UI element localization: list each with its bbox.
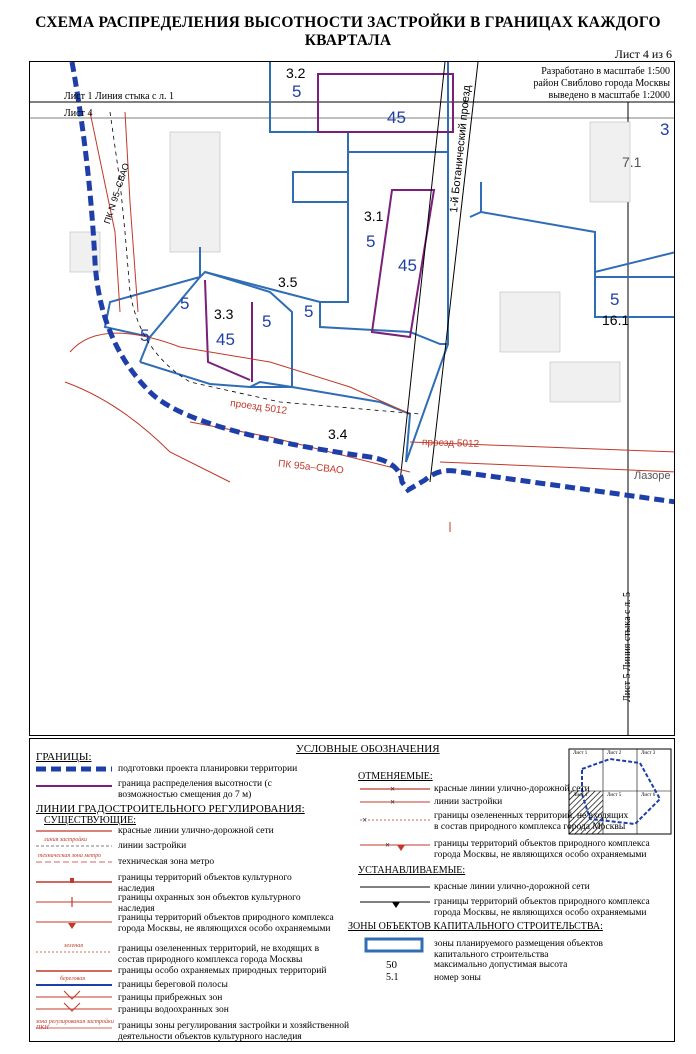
zone-height: 45 <box>216 330 235 349</box>
key-sheet-label: Лист 4 <box>573 793 588 798</box>
project-boundary <box>72 62 675 502</box>
legend-item: границы зоны регулирования застройки и хозяйственной деятельности объектов культурного наследия <box>118 1021 350 1042</box>
key-sheet-label: Лист 5 <box>607 793 622 798</box>
background-buildings <box>70 122 630 402</box>
legend-boundaries-head: ГРАНИЦЫ: <box>36 751 92 763</box>
legend-item: границы особо охраняемых природных территорий <box>118 966 327 976</box>
legend-item: границы озелененных территорий, не входящих в состав природного комплекса города Москвы <box>118 944 320 965</box>
key-sheet-label: Лист 3 <box>641 751 656 756</box>
sheet-number: Лист 4 из 6 <box>614 47 672 61</box>
legend-item: границы озелененных территорий, не входящих в состав природного комплекса города Москвы <box>434 811 629 832</box>
legend-symbol-label: зеленая <box>64 943 84 949</box>
zone-height: 45 <box>398 256 417 275</box>
legend-height-sample: 50 <box>386 959 397 971</box>
legend-item: линии застройки <box>434 797 503 807</box>
legend-zones-head: ЗОНЫ ОБЪЕКТОВ КАПИТАЛЬНОГО СТРОИТЕЛЬСТВА: <box>348 921 603 932</box>
legend-item: номер зоны <box>434 973 481 983</box>
scale-line-1: Разработано в масштабе 1:500 <box>541 66 670 77</box>
zone-height: 5 <box>292 82 302 101</box>
legend-existing-head: СУЩЕСТВУЮЩИЕ: <box>44 815 137 826</box>
svg-text:×: × <box>385 840 391 850</box>
legend-item: красные линии улично-дорожной сети <box>434 784 590 794</box>
legend-item: границы прибрежных зон <box>118 993 223 1003</box>
map-frame[interactable] <box>29 61 675 736</box>
pk95a-label: ПК 95а–СВАО <box>277 458 345 477</box>
scale-line-2: район Свиблово города Москвы <box>533 78 670 89</box>
zone-height: 5 <box>304 302 314 321</box>
legend-item: зоны планируемого размещения объектов капитального строительства <box>434 939 603 960</box>
zone-height: 5 <box>610 290 620 309</box>
legend-item: линии застройки <box>118 841 187 851</box>
zone-height: 3 <box>660 120 670 139</box>
legend-item: границы водоохранных зон <box>118 1005 229 1015</box>
zone-height: 5 <box>366 232 376 251</box>
legend-item: границы территорий объектов природного комплекса города Москвы, не являющихся особо охраняемыми <box>118 913 334 934</box>
zone-height: 5 <box>140 326 150 345</box>
zone-height: 45 <box>387 108 406 127</box>
scale-line-3: выведено в масштабе 1:2000 <box>548 90 670 101</box>
legend-lines-head: ЛИНИИ ГРАДОСТРОИТЕЛЬНОГО РЕГУЛИРОВАНИЯ: <box>36 803 305 815</box>
svg-text:×: × <box>390 797 396 807</box>
legend-item: границы охранных зон объектов культурного наследия <box>118 893 301 914</box>
sheet4-label: Лист 4 <box>64 108 93 119</box>
legend-item: красные линии улично-дорожной сети <box>434 882 590 892</box>
legend-item: техническая зона метро <box>118 857 215 867</box>
legend-symbol-label: зона регулирования застройки ПКН <box>36 1019 114 1031</box>
zone-number: 7.1 <box>622 154 642 170</box>
legend-item: максимально допустимая высота <box>434 960 568 970</box>
legend-item: границы территорий объектов природного комплекса города Москвы, не являющихся особо охраняемыми <box>434 839 650 860</box>
legend-symbol-label: береговая <box>60 976 86 982</box>
zone-height: 5 <box>262 312 272 331</box>
svg-text:×: × <box>362 815 368 825</box>
legend-symbol-label: техническая зона метро <box>38 853 102 859</box>
zone-height: 5 <box>180 294 190 313</box>
scale-info <box>533 66 670 102</box>
legend-symbol-label: линия застройки <box>44 837 88 843</box>
legend-item: границы территорий объектов культурного наследия <box>118 873 292 894</box>
legend-title: УСЛОВНЫЕ ОБОЗНАЧЕНИЯ <box>296 743 440 755</box>
road-lazorev-label: Лазоре <box>634 470 671 482</box>
legend-item: красные линии улично-дорожной сети <box>118 826 274 836</box>
legend-cancelled-head: ОТМЕНЯЕМЫЕ: <box>358 771 433 782</box>
street-label: 1-й Ботанический проезд <box>448 84 474 214</box>
legend-established-head: УСТАНАВЛИВАЕМЫЕ: <box>358 865 466 876</box>
zone-number: 3.4 <box>328 426 348 442</box>
pk95-label: ПК N 95–СВАО <box>102 161 132 226</box>
legend-item: граница распределения высотности (с возможностью смещения до 7 м) <box>118 779 272 800</box>
key-sheet-label: Лист 2 <box>607 751 622 756</box>
svg-text:×: × <box>390 784 396 794</box>
road-5012-label-b: проезд 5012 <box>421 437 480 450</box>
page-title: СХЕМА РАСПРЕДЕЛЕНИЯ ВЫСОТНОСТИ ЗАСТРОЙКИ В ГРАНИЦАХ КАЖДОГО КВАРТАЛА <box>35 14 661 49</box>
legend-panel <box>29 738 675 1042</box>
legend-item: подготовки проекта планировки территории <box>118 764 298 774</box>
zone-number: 16.1 <box>602 312 630 328</box>
legend-item: границы береговой полосы <box>118 980 228 990</box>
join-sheet5-label: Лист 5 Линия стыка с л. 5 <box>622 592 633 702</box>
road-5012-label-a: проезд 5012 <box>229 398 288 417</box>
zone-number: 3.2 <box>286 65 306 81</box>
join-sheet1-label: Лист 1 Линия стыка с л. 1 <box>64 91 174 102</box>
key-sheet-label: Лист 6 <box>641 793 656 798</box>
key-sheet-label: Лист 1 <box>573 751 588 756</box>
legend-zone-sample: 5.1 <box>386 972 399 983</box>
zone-number: 3.5 <box>278 274 298 290</box>
building-line <box>110 112 420 414</box>
legend-item: границы территорий объектов природного комплекса города Москвы, не являющихся особо охраняемыми <box>434 897 650 918</box>
zone-number: 3.1 <box>364 208 384 224</box>
zone-number: 3.3 <box>214 306 234 322</box>
red-lines <box>65 112 675 532</box>
